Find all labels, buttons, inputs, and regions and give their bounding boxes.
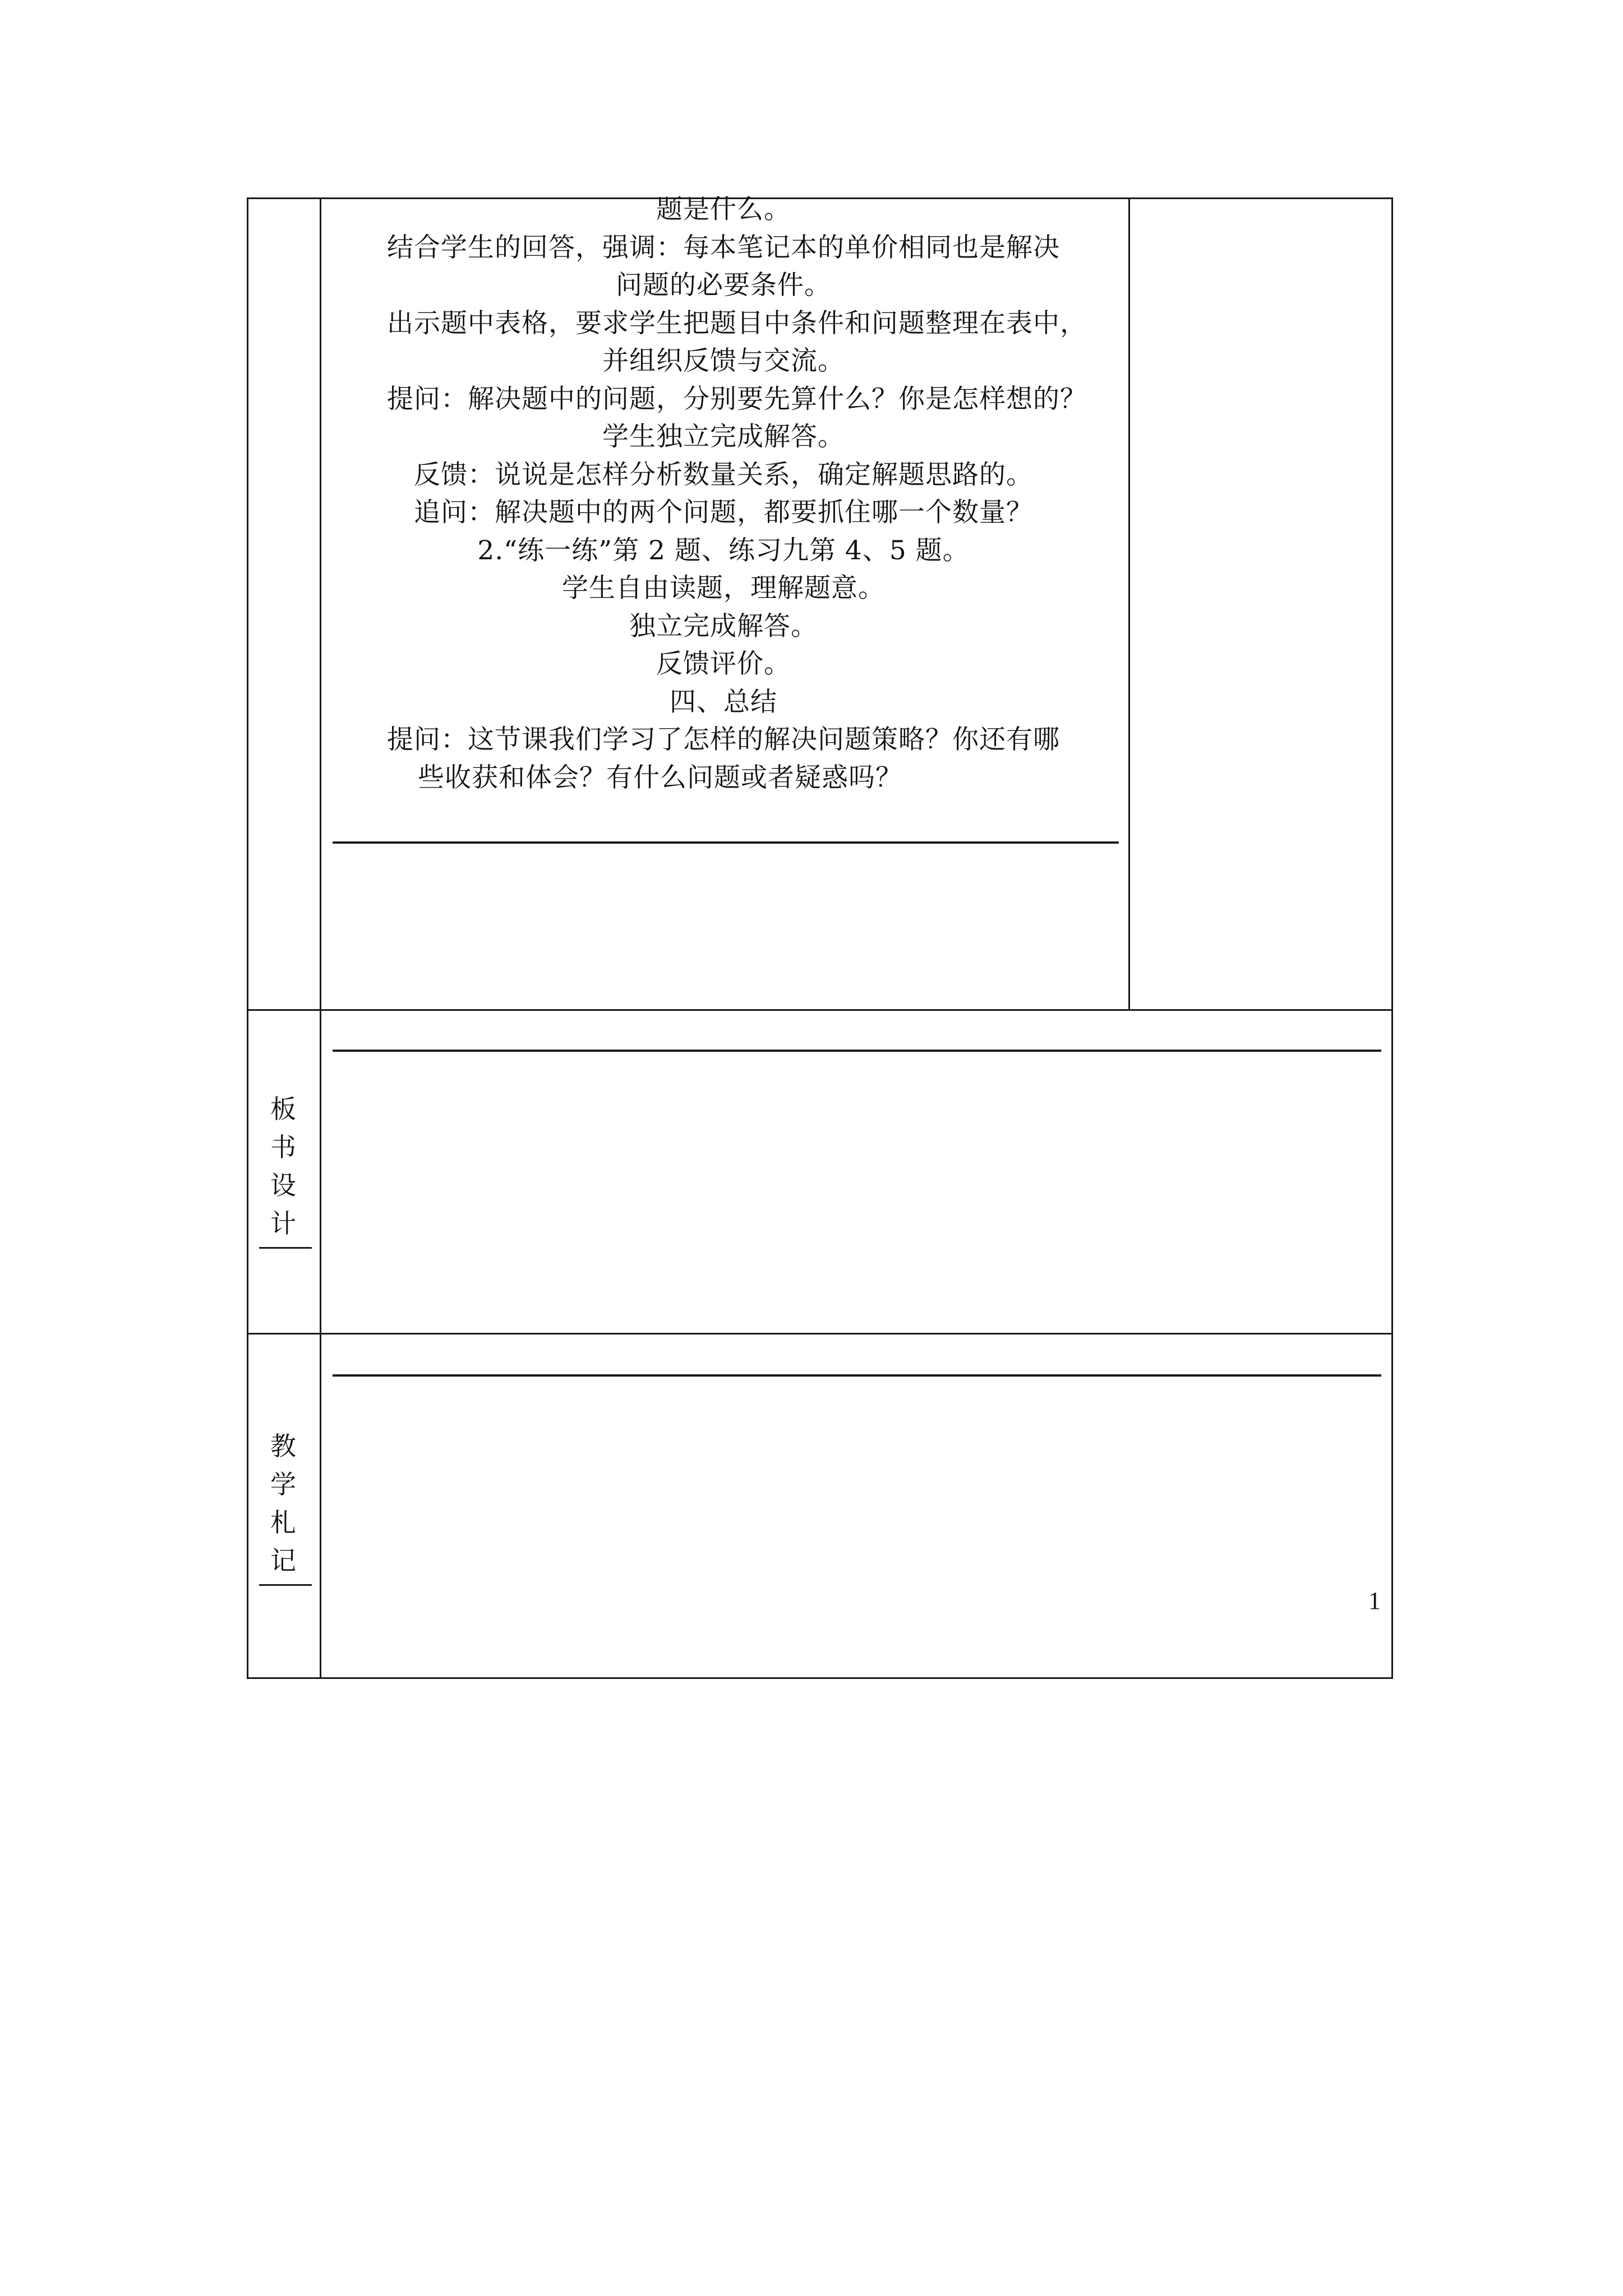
teaching-notes-writing-line [333, 1374, 1381, 1377]
label-char: 札 [270, 1507, 296, 1538]
row-divider-2 [247, 1333, 1393, 1335]
label-char: 板 [270, 1094, 296, 1124]
label-char: 学 [270, 1469, 296, 1499]
table-left-border [247, 197, 248, 1679]
lesson-writing-line [333, 841, 1119, 844]
board-design-label-underline [259, 1247, 312, 1249]
lesson-line: 2.“练一练”第 2 题、练习九第 4、5 题。 [477, 535, 970, 566]
section-heading: 四、总结 [670, 686, 777, 717]
lesson-line: 提问：解决题中的问题，分别要先算什么？你是怎样想的？ [387, 383, 1087, 415]
lesson-line: 反馈：说说是怎样分析数量关系，确定解题思路的。 [414, 459, 1033, 490]
lesson-line: 题是什么。 [656, 194, 791, 225]
teaching-notes-label [250, 1427, 317, 1580]
lesson-line: 追问：解决题中的两个问题，都要抓住哪一个数量？ [414, 497, 1033, 528]
table-bottom-border [247, 1677, 1393, 1679]
label-char: 记 [270, 1545, 296, 1576]
label-char: 计 [270, 1208, 296, 1239]
table-right-border [1391, 197, 1393, 1679]
lesson-line: 些收获和体会？有什么问题或者疑惑吗？ [418, 762, 902, 793]
board-design-writing-line [333, 1050, 1381, 1052]
notes-column-divider [1128, 197, 1130, 1010]
lesson-line: 问题的必要条件。 [616, 270, 831, 301]
lesson-line: 学生自由读题，理解题意。 [562, 573, 885, 604]
row-divider-1 [247, 1009, 1393, 1011]
lesson-line: 提问：这节课我们学习了怎样的解决问题策略？你还有哪 [387, 724, 1060, 755]
lesson-line: 出示题中表格，要求学生把题目中条件和问题整理在表中， [387, 307, 1087, 339]
page-number: 1 [1368, 1587, 1381, 1614]
lesson-line: 反馈评价。 [656, 648, 791, 679]
lesson-procedure-text [325, 191, 1122, 797]
lesson-line: 独立完成解答。 [629, 610, 818, 642]
board-design-label [250, 1090, 317, 1243]
label-char: 设 [270, 1170, 296, 1200]
lesson-line: 并组织反馈与交流。 [602, 346, 845, 376]
label-column-divider [320, 197, 321, 1679]
lesson-line: 结合学生的回答，强调：每本笔记本的单价相同也是解决 [387, 232, 1060, 263]
label-char: 教 [270, 1431, 296, 1461]
teaching-notes-label-underline [259, 1584, 312, 1586]
lesson-line: 学生独立完成解答。 [602, 421, 845, 452]
label-char: 书 [270, 1132, 296, 1162]
